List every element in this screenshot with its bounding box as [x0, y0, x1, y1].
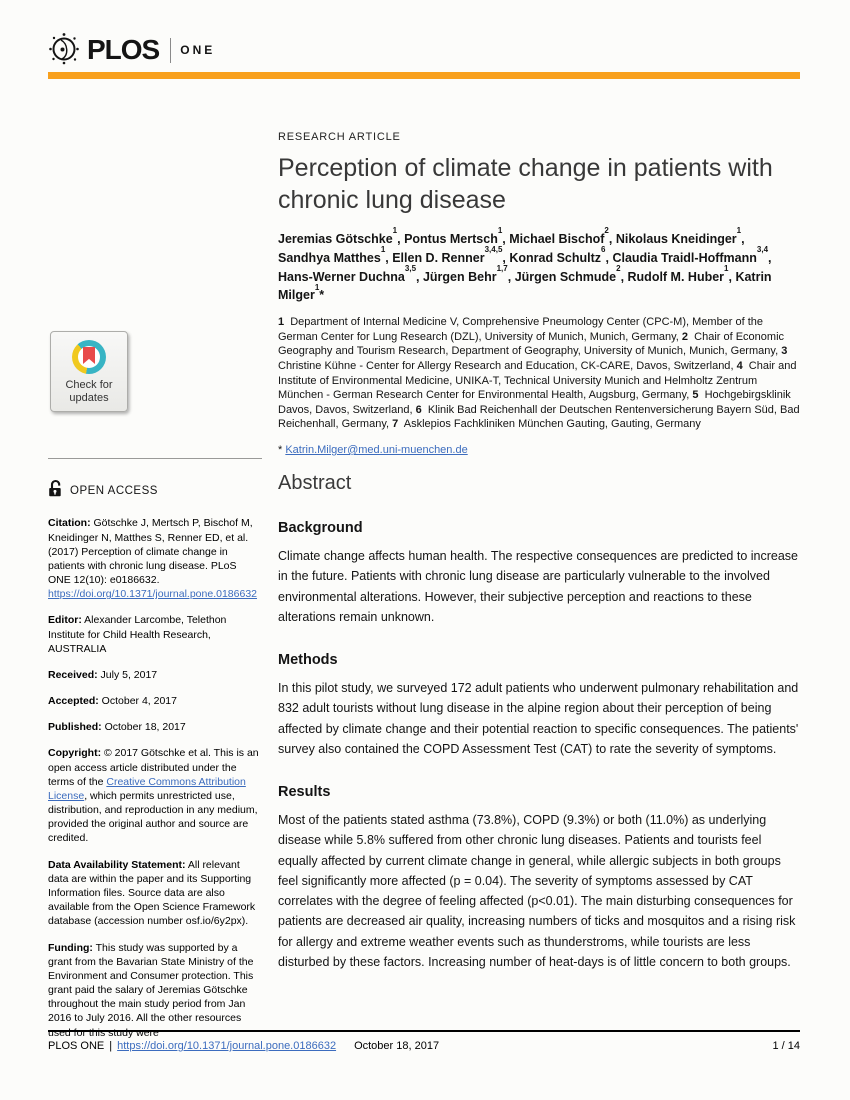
abstract-section-heading: Background [278, 520, 363, 536]
author-name: Jeremias Götschke$^1$, [278, 226, 405, 246]
corresponding-author-email-link[interactable]: Katrin.Milger@med.uni-muenchen.de [285, 444, 468, 456]
sidebar-link[interactable]: Creative Commons Attribution License [48, 775, 246, 802]
abstract-section-text: Most of the patients stated asthma (73.8%), COPD (9.3%) or both (11.0%) as underlying disease while 5.8% suffered from other chronic lung diseases. Patients and tourists feel equally affected by current climate change in general, while allergic subjects in both groups feel significantly more affected (p = 0.04). The severity of symptoms assessed by CAT correlates with the degree of feeling affected (p<0.01). The main disturbing consequences for patients are decreased air quality, increasing numbers of ticks and mosquitos and a rising risk for allergy and extreme weather events such as thunderstroms, while tourists are less disturbed by these factors. Increasing number of heat-days is of little concern to both groups. [278, 813, 796, 969]
sidebar-block-published: Published: October 18, 2017 [48, 721, 186, 734]
affiliation: 4 Chair and Institute of Environmental Medicine, UNIKA-T, Technical University Munich and Helmholtz Zentrum München - German Research Center for Environmental Health, Augsburg, Germany [278, 359, 797, 402]
affiliation: 2 Chair of Economic Geography and Tourism Research, Department of Geography, University of Munich, Munich, Germany [278, 330, 785, 358]
page-number: 1 / 14 [772, 1040, 800, 1052]
sidebar-block-funding: Funding: This study was supported by a grant from the Bavarian State Ministry of the Environment and Consumer protection. This grant paid the salary of Jeremias Götschke throughout the main study period from Jan 2016 to July 2016. All the other resources used for this study were [48, 941, 254, 1039]
affiliation: 6 Klinik Bad Reichenhall der Deutschen Rentenversicherung Bayern Süd, Bad Reichenhall, Germany [278, 403, 800, 431]
author-name: Michael Bischof$^2$, [509, 226, 616, 246]
abstract-section-methods [278, 652, 800, 759]
amber-accent-bar [48, 72, 800, 79]
author-name: Konrad Schultz$^6$, [509, 245, 613, 265]
author-name: Rudolf M. Huber$^1$, [627, 263, 736, 284]
sidebar-divider [48, 458, 262, 459]
footer-date: October 18, 2017 [354, 1040, 440, 1052]
author-list [278, 226, 800, 305]
author-name: Katrin Milger$^1$* [278, 269, 772, 303]
abstract-section-background [278, 520, 800, 627]
page-footer [48, 1030, 800, 1052]
footer-separator: | [109, 1040, 113, 1052]
author-name: Sandhya Matthes$^1$, [278, 245, 393, 265]
abstract-section-heading: Results [278, 784, 331, 800]
brand-one: ONE [180, 43, 216, 57]
author-name: Jürgen Schmude$^2$, [514, 263, 628, 284]
plos-one-logo [48, 33, 800, 67]
open-lock-icon [48, 479, 63, 502]
affiliation: 3 Christine Kühne - Center for Allergy Research and Education, CK-CARE, Davos, Switzerland [278, 345, 791, 372]
footer-doi-link[interactable]: https://doi.org/10.1371/journal.pone.0186632 [117, 1040, 337, 1052]
correspondence-marker: * [278, 444, 283, 456]
sidebar-metadata-blocks [48, 516, 262, 1039]
open-access-label: OPEN ACCESS [70, 484, 158, 497]
open-access-row [48, 479, 262, 502]
affiliations-paragraph: 1 Department of Internal Medicine V, Comprehensive Pneumology Center (CPC-M), Member of the German Center for Lung Research (DZL), University of Munich, Munich, Germany, 2 Chair of Economic Geography and Tourism Research, Department of Geography, University of Munich, Munich, Germany, 3 Christine Kühne - Center for Allergy Research and Education, CK-CARE, Davos, Switzerland, 4 Chair and Institute of Environmental Medicine, UNIKA-T, Technical University Munich and Helmholtz Zentrum München - German Research Center for Environmental Health, Augsburg, Germany, 5 Hochgebirgsklinik Davos, Davos, Switzerland, 6 Klinik Bad Reichenhall der Deutschen Rentenversicherung Bayern Süd, Bad Reichenhall, Germany, 7 Asklepios Fachkliniken München Gauting, Gauting, Germany [278, 316, 800, 431]
footer-journal-name: PLOS ONE [48, 1040, 105, 1052]
sidebar-block-accepted: Accepted: October 4, 2017 [48, 695, 177, 708]
article-type-label: RESEARCH ARTICLE [278, 131, 401, 143]
check-for-updates-label: Check for updates [65, 379, 113, 405]
brand-plos: PLOS [87, 34, 160, 65]
sidebar-block-received: Received: July 5, 2017 [48, 668, 158, 681]
abstract-section-text: Climate change affects human health. The respective consequences are predicted to increase in the future. Patients with chronic lung disease are particularly vulnerable to the involved environmental alterations. However, their subjective perception and reactions to these alterations remain unknown. [278, 549, 798, 624]
affiliation: 7 Asklepios Fachkliniken München Gauting, Gauting, Germany [392, 418, 701, 431]
article-title: Perception of climate change in patients with chronic lung disease [278, 154, 773, 214]
author-name: Nikolaus Kneidinger$^1$, [615, 226, 745, 246]
check-for-updates-button[interactable] [50, 331, 128, 412]
author-name: Jürgen Behr$^{1,7}$, [422, 263, 515, 284]
author-name: Pontus Mertsch$^1$, [404, 226, 510, 246]
author-name: Hans-Werner Duchna$^{3,5}$, [278, 263, 423, 284]
sidebar-block-copyright: Copyright: © 2017 Götschke et al. This is an open access article distributed under the terms of the Creative Commons Attribution License, which permits unrestricted use, distribution, and reproduction in any medium, provided the original author and source are credited. [48, 747, 259, 845]
sidebar-link[interactable]: https://doi.org/10.1371/journal.pone.0186632 [48, 588, 258, 601]
abstract-section-heading: Methods [278, 652, 338, 668]
logo-divider [170, 38, 171, 63]
abstract-heading: Abstract [278, 472, 352, 494]
article-metadata-sidebar [48, 79, 262, 1052]
author-name: Claudia Traidl-Hoffmann$^{3,4}$, [612, 245, 772, 265]
abstract-section-results [278, 784, 800, 972]
sidebar-block-dataavailabilitystatement: Data Availability Statement: All relevant data are within the paper and its Supporting Information files. Source data are also available from the Open Science Framework database (accession number osf.io/6y2px). [48, 858, 256, 928]
correspondence-line [278, 444, 800, 456]
affiliation: 1 Department of Internal Medicine V, Comprehensive Pneumology Center (CPC-M), Member of the German Center for Lung Research (DZL), University of Munich, Munich, Germany [278, 316, 764, 343]
journal-header [0, 0, 850, 79]
abstract-section-text: In this pilot study, we surveyed 172 adult patients who underwent pulmonary rehabilitation and 832 adult tourists without lung disease in the alpine region about their perception of being affected by climate change and their potential reaction to specific consequences. The patients' survey also contained the COPD Assessment Test (CAT) to rate the severity of symptoms. [278, 681, 799, 756]
plos-globe-icon [48, 31, 80, 70]
abstract-sections [278, 520, 800, 972]
affiliation: 5 Hochgebirgsklinik Davos, Davos, Switzerland [278, 389, 791, 416]
crossmark-icon [72, 340, 106, 374]
corresponding-author-marker: * [319, 288, 325, 303]
article-main-column [278, 79, 800, 1052]
footer-rule [48, 1030, 800, 1032]
sidebar-block-editor: Editor: Alexander Larcombe, Telethon Institute for Child Health Research, AUSTRALIA [48, 614, 227, 655]
sidebar-block-citation: Citation: Götschke J, Mertsch P, Bischof M, Kneidinger N, Matthes S, Renner ED, et al. (2017) Perception of climate change in patients with chronic lung disease. PLoS ONE 12(10): e0186632. https://doi.org/10.1371/journal.pone.0186632 [48, 517, 258, 601]
author-name: Ellen D. Renner$^{3,4,5}$, [392, 245, 510, 265]
